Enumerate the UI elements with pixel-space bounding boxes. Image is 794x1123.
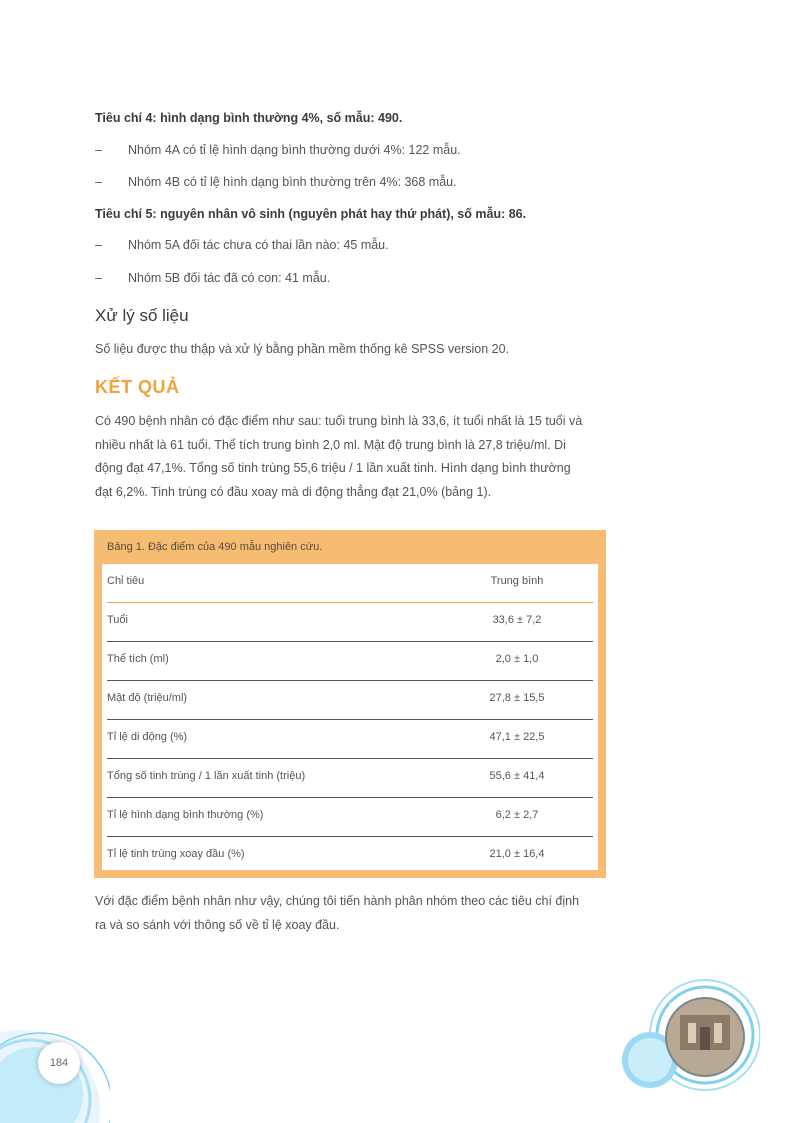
- results-paragraph: Có 490 bệnh nhân có đặc điểm như sau: tuổi trung bình là 33,6, ít tuổi nhất là 15 tuổi và nhiều nhất là 61 tuổi. Thể tích trung bình 2,0 ml. Mật độ trung bình là 27,8 triệu/ml. Di động đạt 47,1%. Tổng số tinh trùng 55,6 triệu / 1 lần xuất tinh. Hình dạng bình thường đạt 6,2%. Tinh trùng có đầu xoay mà di động thẳng đạt 21,0% (bảng 1).: [95, 414, 583, 499]
- table-cell: Tổng số tinh trùng / 1 lần xuất tinh (triệu): [107, 770, 306, 782]
- table-row: [107, 603, 593, 642]
- table-cell: 55,6 ± 41,4: [489, 770, 545, 782]
- table-cell: Mật độ (triệu/ml): [107, 692, 188, 704]
- table-row: [107, 720, 593, 759]
- corner-photo-decoration: [610, 975, 760, 1095]
- table-header-row: [107, 564, 593, 603]
- table-cell: Tỉ lệ hình dạng bình thường (%): [107, 809, 264, 821]
- data-processing-text: Số liệu được thu thập và xử lý bằng phần mềm thống kê SPSS version 20.: [95, 342, 510, 356]
- table-row: [107, 759, 593, 798]
- header-cell: Chỉ tiêu: [107, 575, 145, 587]
- list-item: – Nhóm 4B có tỉ lệ hình dạng bình thường trên 4%: 368 mẫu.: [95, 175, 457, 189]
- data-processing-heading: Xử lý số liệu: [95, 306, 189, 325]
- table-cell: Tuổi: [107, 614, 128, 626]
- list-item: – Nhóm 5B đối tác đã có con: 41 mẫu.: [95, 271, 331, 285]
- page-number: 184: [38, 1042, 80, 1084]
- list-item: – Nhóm 4A có tỉ lệ hình dạng bình thường dưới 4%: 122 mẫu.: [95, 143, 461, 157]
- table-cell: 21,0 ± 16,4: [489, 848, 545, 860]
- table-row: [107, 798, 593, 837]
- closing-paragraph: Với đặc điểm bệnh nhân như vậy, chúng tôi tiến hành phân nhóm theo các tiêu chí định ra và so sánh với thông số về tỉ lệ xoay đầu.: [95, 894, 580, 932]
- criteria-5-title: Tiêu chí 5: nguyên nhân vô sinh (nguyên phát hay thứ phát), số mẫu: 86.: [95, 207, 527, 221]
- table-cell: 2,0 ± 1,0: [495, 653, 539, 665]
- table-caption: Bảng 1. Đặc điểm của 490 mẫu nghiên cứu.: [107, 541, 323, 553]
- table-row: [107, 837, 593, 876]
- table-1: [94, 530, 606, 878]
- table-cell: 47,1 ± 22,5: [489, 731, 545, 743]
- criteria-4-title: Tiêu chí 4: hình dạng bình thường 4%, số mẫu: 490.: [95, 111, 403, 125]
- results-heading: KẾT QUẢ: [95, 377, 180, 397]
- table-cell: 6,2 ± 2,7: [495, 809, 539, 821]
- table-cell: Tỉ lệ di động (%): [107, 731, 188, 743]
- list-item: – Nhóm 5A đối tác chưa có thai lần nào: 45 mẫu.: [95, 238, 389, 252]
- table-cell: 27,8 ± 15,5: [489, 692, 545, 704]
- table-row: [107, 642, 593, 681]
- table-body: [102, 564, 598, 870]
- table-cell: Thể tích (ml): [107, 653, 169, 665]
- table-cell: Tỉ lệ tinh trùng xoay đầu (%): [107, 848, 245, 860]
- header-cell: Trung bình: [490, 575, 544, 587]
- table-row: [107, 681, 593, 720]
- table-cell: 33,6 ± 7,2: [492, 614, 542, 626]
